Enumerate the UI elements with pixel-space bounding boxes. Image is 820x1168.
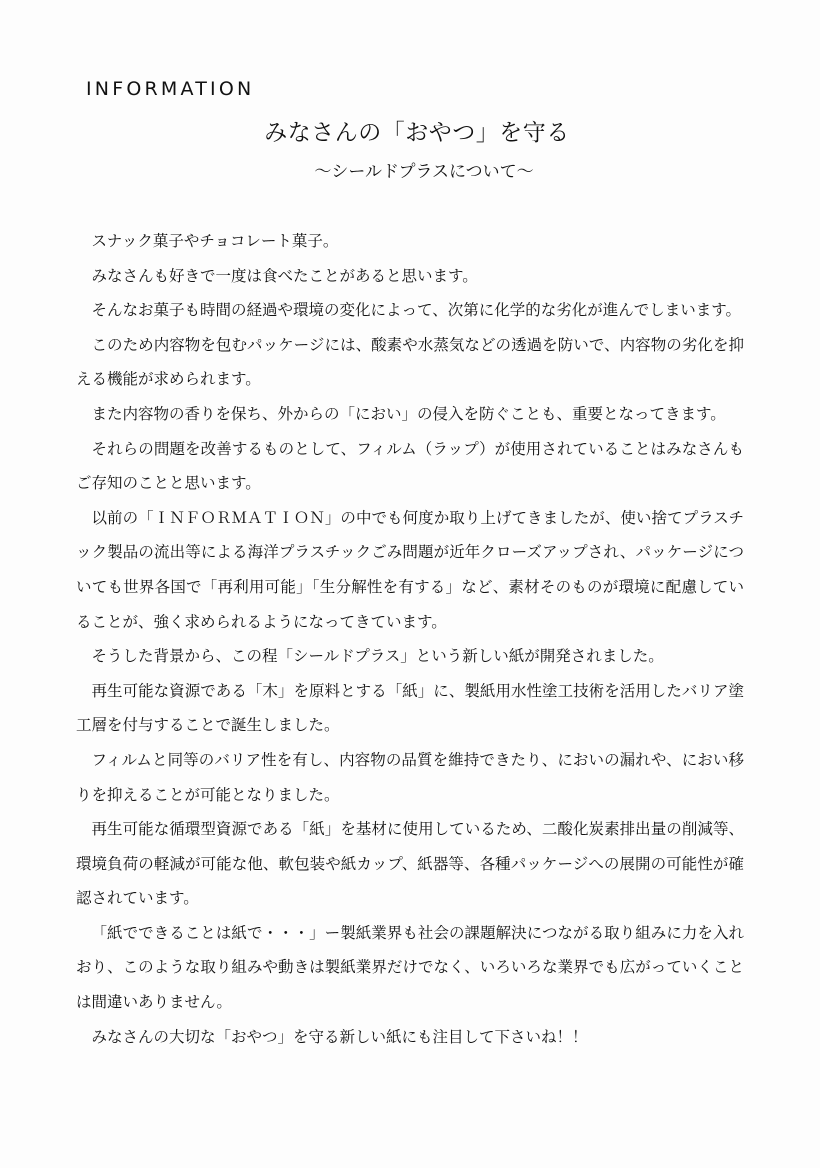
- page-title: みなさんの「おやつ」を守る: [264, 120, 570, 146]
- paragraph: 以前の「ＩＮＦＯＲＭＡＴＩＯＮ」の中でも何度か取り上げてきましたが、使い捨てプラスチック製品の流出等による海洋プラスチックごみ問題が近年クローズアップされ、パッケージについても世界各国で「再利用可能」「生分解性を有する」など、素材そのものが環境に配慮していることが、強く求められるようになってきています。: [76, 508, 744, 631]
- paragraph: 「紙でできることは紙で・・・」ー製紙業界も社会の課題解決につながる取り組みに力を入れおり、このような取り組みや動きは製紙業界だけでなく、いろいろな業界でも広がっていくことは間違いありません。: [76, 923, 744, 1012]
- information-label: INFORMATION: [86, 78, 255, 100]
- paragraph: みなさんの大切な「おやつ」を守る新しい紙にも注目して下さいね！！: [91, 1027, 588, 1046]
- page-subtitle: ～シールドプラスについて～: [314, 162, 534, 182]
- paragraph: このため内容物を包むパッケージには、酸素や水蒸気などの透過を防いで、内容物の劣化を抑える機能が求められます。: [76, 335, 744, 389]
- paragraph: みなさんも好きで一度は食べたことがあると思います。: [91, 266, 478, 285]
- article-body: [76, 224, 744, 1054]
- paragraph: フィルムと同等のバリア性を有し、内容物の品質を維持できたり、においの漏れや、におい移りを抑えることが可能となりました。: [76, 750, 744, 804]
- paragraph: また内容物の香りを保ち、外からの「におい」の侵入を防ぐことも、重要となってきます。: [91, 404, 726, 423]
- paragraph: スナック菓子やチョコレート菓子。: [91, 232, 339, 250]
- paragraph: 再生可能な資源である「木」を原料とする「紙」に、製紙用水性塗工技術を活用したバリア塗工層を付与することで誕生しました。: [76, 681, 744, 735]
- paragraph: そんなお菓子も時間の経過や環境の変化によって、次第に化学的な劣化が進んでしまいます。: [91, 301, 741, 320]
- paragraph: 再生可能な循環型資源である「紙」を基材に使用しているため、二酸化炭素排出量の削減等、環境負荷の軽減が可能な他、軟包装や紙カップ、紙器等、各種パッケージへの展開の可能性が確認されています。: [76, 820, 744, 908]
- paragraph: それらの問題を改善するものとして、フィルム（ラップ）が使用されていることはみなさんもご存知のことと思います。: [76, 439, 744, 493]
- paragraph: そうした背景から、この程「シールドプラス」という新しい紙が開発されました。: [91, 647, 664, 666]
